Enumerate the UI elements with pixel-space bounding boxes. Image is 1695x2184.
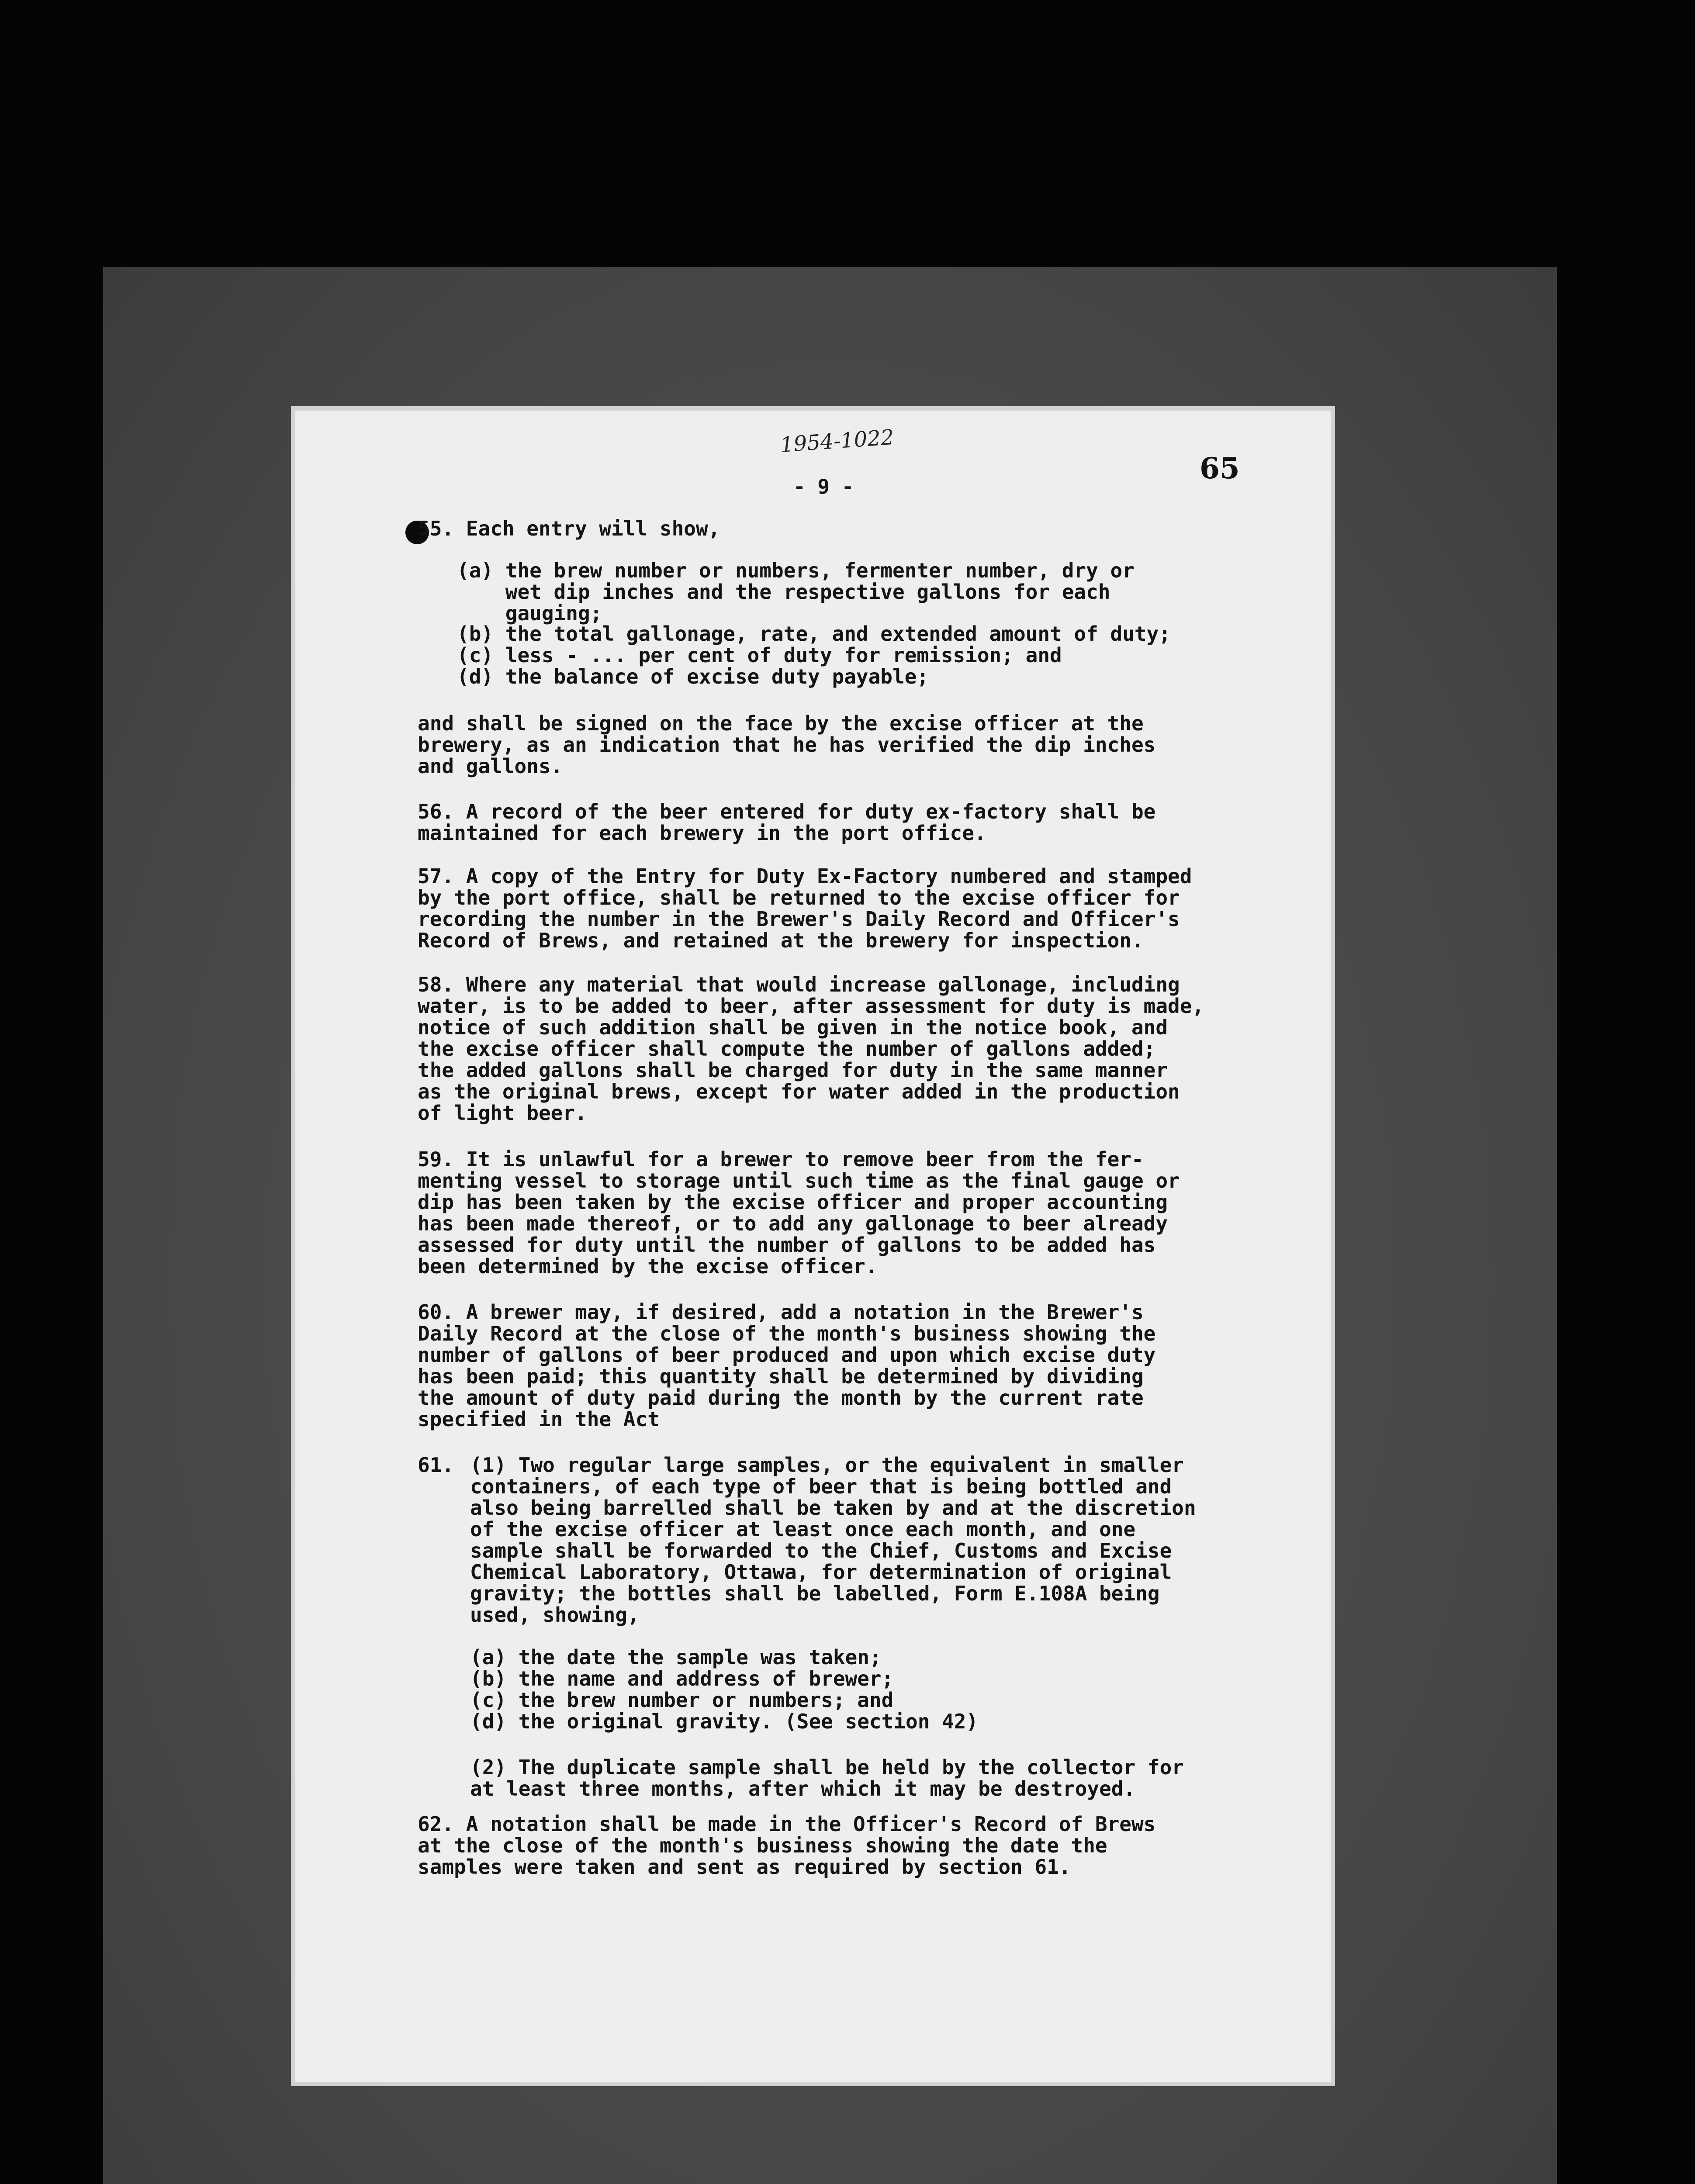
section-57: 57. A copy of the Entry for Duty Ex-Factory numbered and stamped by the port office, shall be returned to the excise officer for recording the number in the Brewer's Daily Record and Officer's Record of Brews, and retained at the brewery for inspection. <box>418 864 1192 952</box>
section-55-item-b: (b) the total gallonage, rate, and extended amount of duty; <box>457 622 1171 646</box>
page-number: 65 <box>1200 451 1240 485</box>
section-62: 62. A notation shall be made in the Officer's Record of Brews at the close of the month's business showing the date the samples were taken and sent as required by section 61. <box>418 1812 1156 1879</box>
section-59: 59. It is unlawful for a brewer to remove beer from the fer- menting vessel to storage until such time as the final gauge or dip has been taken by the excise officer and proper accounting has been made thereof, or to add any gallonage to beer already assessed for duty until the number of gallons to be added has been determined by the excise officer. <box>418 1147 1180 1278</box>
section-61-number: 61. <box>418 1453 454 1477</box>
section-55-item-a: (a) the brew number or numbers, fermenter number, dry or wet dip inches and the respective gallons for each gauging; <box>457 559 1135 625</box>
section-60: 60. A brewer may, if desired, add a notation in the Brewer's Daily Record at the close of the month's business showing the number of gallons of beer produced and upon which excise duty has been paid; this quantity shall be determined by dividing the amount of duty paid during the month by the current rate specified in the Act <box>418 1300 1156 1431</box>
handwritten-reference: 1954-1022 <box>779 425 895 458</box>
page-indicator: - 9 - <box>793 475 854 498</box>
section-61-sub-1: (1) Two regular large samples, or the equivalent in smaller containers, of each type of beer that is being bottled and also being barrelled shall be taken by and at the discretion of the excise officer at least once each month, and one sample shall be forwarded to the Chief, Customs and Excise Chemical Laboratory, Ottawa, for determination of original gravity; the bottles shall be labelled, Form E.108A being used, showing, <box>470 1453 1196 1627</box>
section-55-item-c: (c) less - ... per cent of duty for remission; and <box>457 643 1062 667</box>
microfilm-frame <box>103 267 1557 2184</box>
section-55-item-d: (d) the balance of excise duty payable; <box>457 665 929 688</box>
section-58: 58. Where any material that would increase gallonage, including water, is to be added to beer, after assessment for duty is made, notice of such addition shall be given in the notice book, and the excise officer shall compute the number of gallons added; the added gallons shall be charged for duty in the same manner as the original brews, except for water added in the production of light beer. <box>418 973 1204 1125</box>
section-55-intro: 55. Each entry will show, <box>418 517 720 540</box>
document-page <box>291 406 1335 2086</box>
section-61-item-c: (c) the brew number or numbers; and <box>470 1688 894 1712</box>
section-61-item-a: (a) the date the sample was taken; <box>470 1645 882 1669</box>
section-55-closing: and shall be signed on the face by the excise officer at the brewery, as an indication that he has verified the dip inches and gallons. <box>418 712 1156 778</box>
section-56: 56. A record of the beer entered for duty ex-factory shall be maintained for each brewery in the port office. <box>418 800 1156 845</box>
section-61-item-b: (b) the name and address of brewer; <box>470 1667 894 1690</box>
section-61-sub-2: (2) The duplicate sample shall be held by the collector for at least three months, after which it may be destroyed. <box>470 1755 1184 1800</box>
section-61-item-d: (d) the original gravity. (See section 42) <box>470 1710 979 1733</box>
